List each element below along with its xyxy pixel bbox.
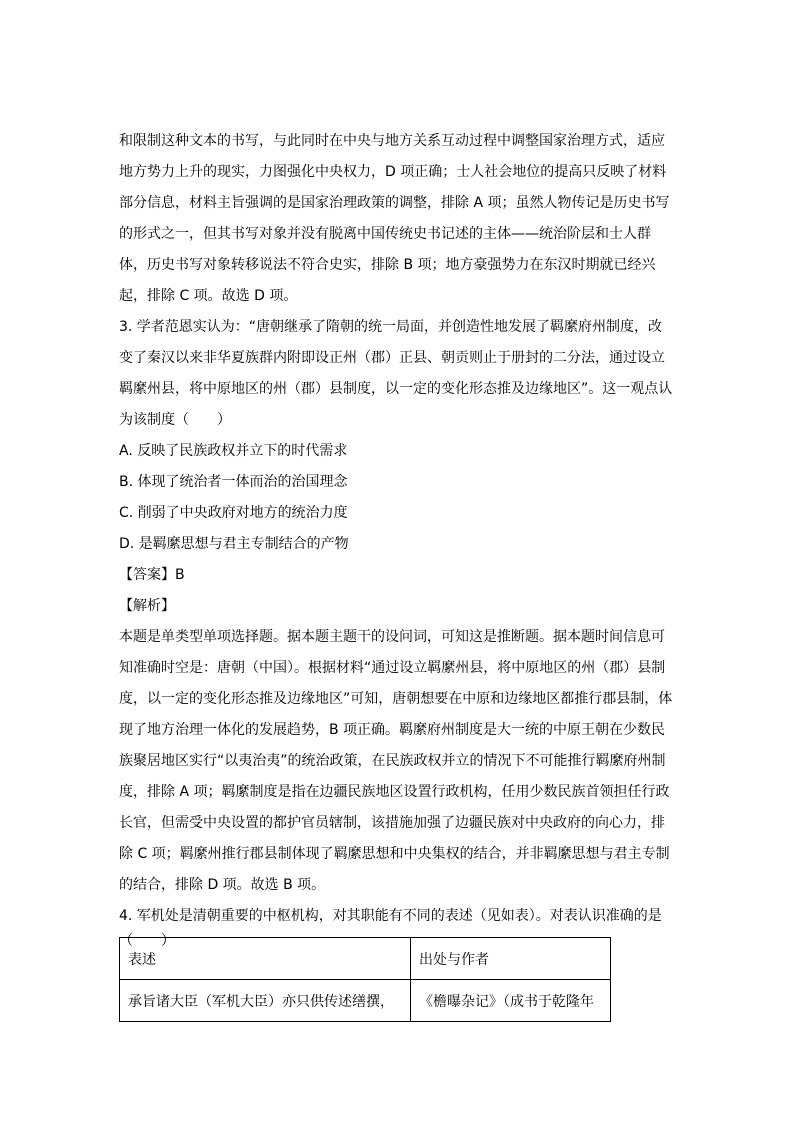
analysis-line: 度，排除 A 项；羁縻制度是指在边疆民族地区设置行政机构，任用少数民族首领担任行政: [119, 784, 670, 800]
table-cell: 《檐曝杂记》（成书于乾隆年: [411, 980, 611, 1022]
text-line: 体，历史书写对象转移说法不符合史实，排除 B 项；地方豪强势力在东汉时期就已经兴: [119, 257, 656, 273]
question-3-stem: 变了秦汉以来非华夏族群内附即设正州（郡）正县、朝贡则止于册封的二分法，通过设立: [119, 350, 665, 366]
question-4-stem: 4. 军机处是清朝重要的中枢机构，对其职能有不同的表述（见如表）。对表认识准确的是: [119, 908, 662, 924]
question-3-stem: 3. 学者范恩实认为：“唐朝继承了隋朝的统一局面，并创造性地发展了羁縻府州制度，改: [119, 319, 663, 335]
text-line: 和限制这种文本的书写，与此同时在中央与地方关系互动过程中调整国家治理方式，适应: [119, 133, 665, 149]
text-line: 的形式之一，但其书写对象并没有脱离中国传统史书记述的主体——统治阶层和士人群: [119, 226, 651, 242]
option-b: B. 体现了统治者一体而治的治国理念: [119, 474, 348, 490]
table-row: [120, 980, 611, 1022]
text-line: 起，排除 C 项。故选 D 项。: [119, 288, 298, 304]
question-3-stem: 为该制度（ ）: [119, 412, 231, 428]
analysis-line: 除 C 项；羁縻州推行郡县制体现了羁縻思想和中央集权的结合，并非羁縻思想与君主专制: [119, 846, 670, 862]
question-4-table: [119, 937, 611, 1022]
question-3-stem: 羁縻州县，将中原地区的州（郡）县制度，以一定的变化形态推及边缘地区”。这一观点认: [119, 381, 673, 397]
analysis-heading: 【解析】: [119, 598, 175, 614]
analysis-line: 本题是单类型单项选择题。据本题主题干的设问词，可知这是推断题。据本题时间信息可: [119, 629, 665, 645]
analysis-line: 长官，但需受中央设置的都护官员辖制，该措施加强了边疆民族对中央政府的向心力，排: [119, 815, 665, 831]
option-a: A. 反映了民族政权并立下的时代需求: [119, 443, 348, 459]
answer-label: 【答案】B: [119, 567, 185, 583]
option-c: C. 削弱了中央政府对地方的统治力度: [119, 505, 348, 521]
analysis-line: 度，以一定的变化形态推及边缘地区”可知，唐朝想要在中原和边缘地区都推行郡县制，体: [119, 691, 673, 707]
table-header-cell: 表述: [120, 938, 411, 980]
analysis-line: 族聚居地区实行“以夷治夷”的统治政策，在民族政权并立的情况下不可能推行羁縻府州制: [119, 753, 666, 769]
analysis-line: 现了地方治理一体化的发展趋势，B 项正确。羁縻府州制度是大一统的中原王朝在少数民: [119, 722, 666, 738]
table-cell: 承旨诸大臣（军机大臣）亦只供传述缮撰，: [120, 980, 411, 1022]
option-d: D. 是羁縻思想与君主专制结合的产物: [119, 536, 349, 552]
analysis-line: 的结合，排除 D 项。故选 B 项。: [119, 877, 326, 893]
table-header-cell: 出处与作者: [411, 938, 611, 980]
text-line: 部分信息，材料主旨强调的是国家治理政策的调整，排除 A 项；虽然人物传记是历史书写: [119, 195, 670, 211]
analysis-line: 知准确时空是：唐朝（中国）。根据材料“通过设立羁縻州县，将中原地区的州（郡）县制: [119, 660, 666, 676]
table-header-row: [120, 938, 611, 980]
question-4-stem: （ ）: [119, 933, 175, 949]
text-line: 地方势力上升的现实，力图强化中央权力，D 项正确；士人社会地位的提高只反映了材料: [119, 164, 667, 180]
